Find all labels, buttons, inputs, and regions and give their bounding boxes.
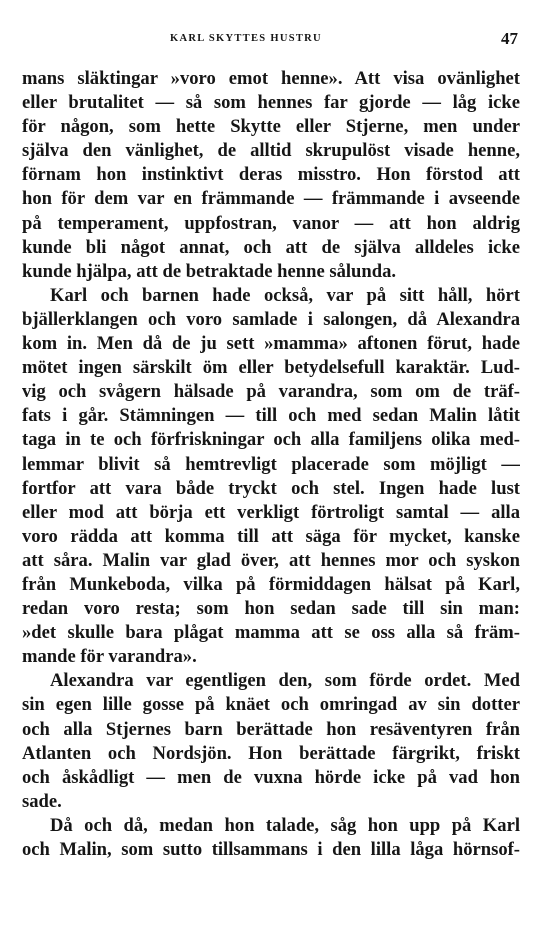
text-line: förnam hon instinktivt deras misstro. Hon förstod att: [22, 164, 520, 186]
text-line: sin egen lille gosse på knäet och omringad av sin dotter: [22, 694, 520, 716]
text-line: och Malin, som sutto tillsammans i den lilla låga hörnsof-: [22, 839, 520, 860]
book-page: [22, 0, 520, 926]
text-line: Karl och barnen hade också, var på sitt håll, hört: [50, 284, 520, 306]
text-line: kunde bli något annat, och att de själva alldeles icke: [22, 236, 520, 258]
text-line: eller mod att börja ett verkligt förtroligt samtal — alla: [22, 501, 520, 523]
running-head: [22, 29, 520, 51]
text-line: hon för dem var en främmande — främmande i avseende: [22, 188, 520, 210]
text-line: på temperament, uppfostran, vanor — att hon aldrig: [22, 212, 520, 234]
text-line: själva den vänlighet, de alltid skrupulöst visade henne,: [22, 140, 520, 162]
text-line: voro rädda att komma till att säga för mycket, kanske: [22, 525, 520, 547]
text-line: mans släktingar »voro emot henne». Att visa ovänlighet: [22, 68, 520, 89]
text-line: sade.: [22, 790, 62, 812]
text-line: eller brutalitet — så som hennes far gjorde — låg icke: [22, 92, 520, 114]
text-line: kom in. Men då de ju sett »mamma» aftonen förut, hade: [22, 333, 520, 355]
text-line: fats i går. Stämningen — till och med sedan Malin låtit: [22, 405, 520, 427]
text-line: bjällerklangen och voro samlade i salongen, då Alexandra: [22, 308, 520, 330]
running-title: KARL SKYTTES HUSTRU: [170, 33, 322, 44]
text-line: Atlanten och Nordsjön. Hon berättade färgrikt, friskt: [22, 742, 520, 764]
text-line: och alla Stjernes barn berättade hon resäventyren från: [22, 718, 520, 740]
text-line: redan voro resta; som hon sedan sade till sin man:: [22, 598, 520, 620]
text-line: från Munkeboda, vilka på förmiddagen hälsat på Karl,: [22, 573, 520, 595]
text-line: vig och svågern hälsade på varandra, som om de träf-: [22, 381, 520, 403]
text-line: fortfor att vara både tryckt och stel. Ingen hade lust: [22, 477, 520, 499]
text-line: för någon, som hette Skytte eller Stjerne, men under: [22, 116, 520, 138]
text-line: mande för varandra».: [22, 646, 197, 668]
text-line: mötet ingen särskilt öm eller betydelsefull karaktär. Lud-: [22, 357, 520, 379]
page-number: 47: [501, 29, 518, 48]
text-line: att såra. Malin var glad över, att hennes mor och syskon: [22, 549, 520, 571]
body-text: [22, 67, 520, 862]
text-line: Då och då, medan hon talade, såg hon upp på Karl: [50, 814, 520, 836]
text-line: taga in te och förfriskningar och alla familjens olika med-: [22, 429, 520, 451]
text-line: »det skulle bara plågat mamma att se oss alla så främ-: [22, 622, 520, 644]
text-line: och åskådligt — men de vuxna hörde icke på vad hon: [22, 766, 520, 788]
text-line: Alexandra var egentligen den, som förde ordet. Med: [50, 670, 520, 692]
text-line: kunde hjälpa, att de betraktade henne sålunda.: [22, 260, 397, 282]
text-line: lemmar blivit så hemtrevligt placerade som möjligt —: [22, 453, 520, 475]
